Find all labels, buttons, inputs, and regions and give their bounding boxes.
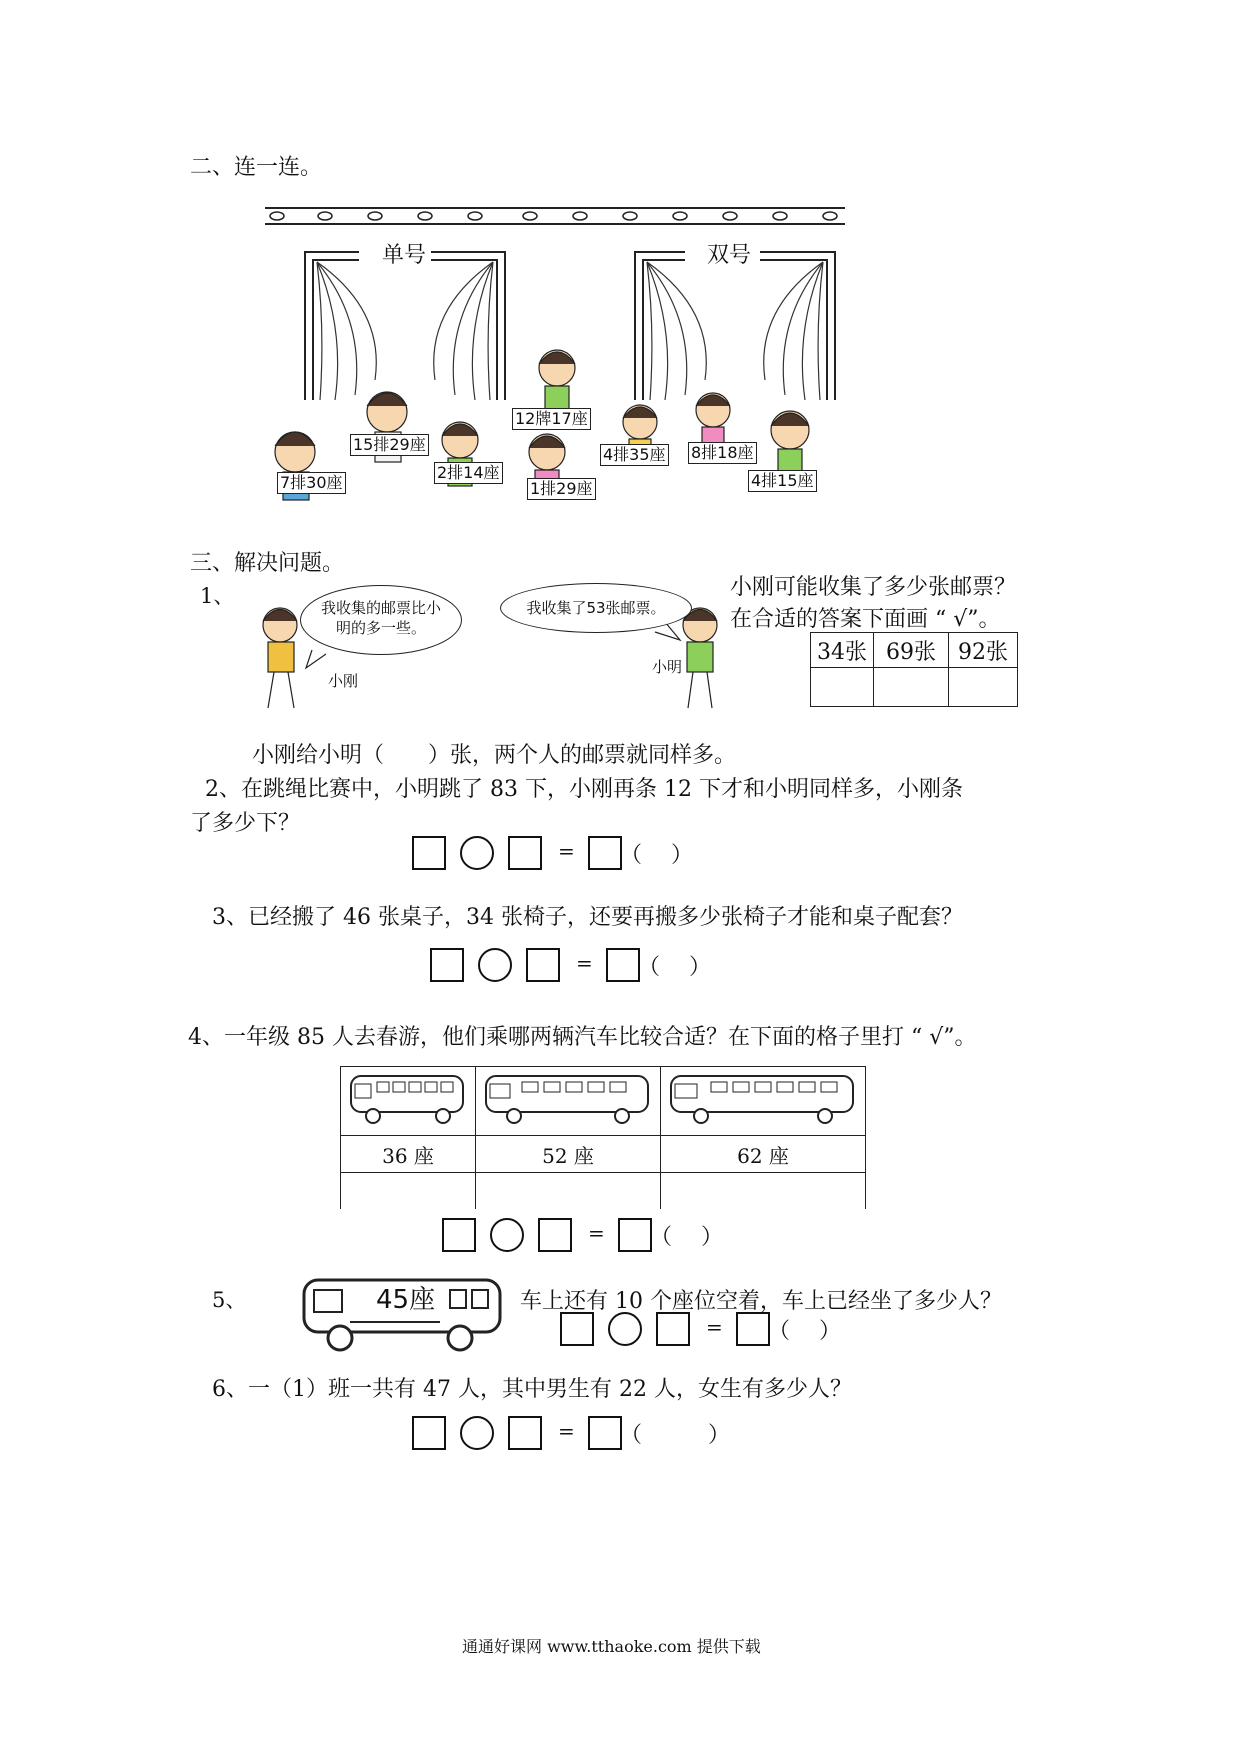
operator-circle[interactable] <box>478 948 512 982</box>
answer-box[interactable] <box>618 1218 652 1252</box>
ticket-label: 1排29座 <box>527 478 596 500</box>
unit-parenthesis: （ ） <box>620 843 693 868</box>
bus-icon <box>482 1070 654 1126</box>
unit-parenthesis: （ ） <box>638 955 711 980</box>
answer-box[interactable] <box>560 1312 594 1346</box>
ticket-label: 12牌17座 <box>512 408 591 430</box>
q1-answer-table <box>810 632 1018 707</box>
bus-seat-label: 52 座 <box>476 1136 661 1173</box>
bus-icon <box>347 1070 469 1126</box>
unit-parenthesis: （ ） <box>650 1225 723 1250</box>
ticket-label: 4排15座 <box>748 470 817 492</box>
operator-circle[interactable] <box>608 1312 642 1346</box>
equals-sign: = <box>706 1315 723 1339</box>
operator-circle[interactable] <box>490 1218 524 1252</box>
page-footer: 通通好课网 www.tthaoke.com 提供下载 <box>462 1637 761 1656</box>
answer-box[interactable] <box>538 1218 572 1252</box>
answer-box[interactable] <box>736 1312 770 1346</box>
bubble-text: 我收集的邮票比小明的多一些。 <box>320 599 441 637</box>
ticket-label: 8排18座 <box>688 442 757 464</box>
q1-followup: 小刚给小明（ ）张，两个人的邮票就同样多。 <box>252 743 737 768</box>
unit-parenthesis: （ ） <box>620 1423 731 1448</box>
answer-cell[interactable] <box>811 668 874 707</box>
option-cell: 92张 <box>949 633 1018 668</box>
q2-line1: 2、在跳绳比赛中，小明跳了 83 下，小刚再条 12 下才和小明同样多，小刚条 <box>205 777 963 802</box>
q6-equation <box>412 1416 752 1454</box>
equals-sign: = <box>576 951 593 975</box>
q1-question-line1: 小刚可能收集了多少张邮票？ <box>730 575 1017 600</box>
q1-number: 1、 <box>200 584 235 608</box>
q4-equation <box>442 1218 722 1256</box>
q2-equation <box>412 836 692 874</box>
bus-seat-label: 62 座 <box>661 1136 866 1173</box>
ticket-label: 2排14座 <box>434 462 503 484</box>
answer-cell[interactable] <box>949 668 1018 707</box>
odd-door-label: 单号 <box>378 238 430 269</box>
bus-capacity-label: 45座 <box>376 1285 436 1315</box>
answer-box[interactable] <box>442 1218 476 1252</box>
xiaoming-name: 小明 <box>652 658 683 676</box>
bus-icon <box>667 1070 859 1126</box>
option-cell: 69张 <box>874 633 949 668</box>
bus-image-cell <box>476 1067 661 1136</box>
equals-sign: = <box>558 1419 575 1443</box>
bus-options-table <box>340 1066 866 1209</box>
answer-box[interactable] <box>508 836 542 870</box>
q3-text: 3、已经搬了 46 张桌子，34 张椅子，还要再搬多少张椅子才能和桌子配套？ <box>212 905 963 930</box>
q1-question-line2: 在合适的答案下面画 “ √”。 <box>730 607 1001 632</box>
q5-number: 5、 <box>212 1288 247 1312</box>
bus-seat-label: 36 座 <box>341 1136 476 1173</box>
ticket-label: 7排30座 <box>277 472 346 494</box>
q3-equation <box>430 948 710 986</box>
bus-image-cell <box>341 1067 476 1136</box>
unit-parenthesis: （ ） <box>768 1319 841 1344</box>
option-cell: 34张 <box>811 633 874 668</box>
answer-box[interactable] <box>606 948 640 982</box>
answer-box[interactable] <box>656 1312 690 1346</box>
q5-text: 车上还有 10 个座位空着，车上已经坐了多少人？ <box>520 1289 1002 1314</box>
q5-equation <box>560 1312 840 1350</box>
xiaoming-speech-bubble <box>500 583 692 633</box>
answer-box[interactable] <box>526 948 560 982</box>
check-cell[interactable] <box>476 1173 661 1210</box>
operator-circle[interactable] <box>460 1416 494 1450</box>
answer-box[interactable] <box>430 948 464 982</box>
xiaogang-name: 小刚 <box>328 672 359 690</box>
bubble-text: 我收集了53张邮票。 <box>526 599 666 617</box>
q2-line2: 了多少下？ <box>190 811 301 836</box>
even-door-label: 双号 <box>703 238 755 269</box>
check-cell[interactable] <box>661 1173 866 1210</box>
answer-box[interactable] <box>412 1416 446 1450</box>
operator-circle[interactable] <box>460 836 494 870</box>
answer-box[interactable] <box>588 836 622 870</box>
equals-sign: = <box>558 839 575 863</box>
ticket-label: 4排35座 <box>600 444 669 466</box>
answer-box[interactable] <box>412 836 446 870</box>
section2-heading: 二、连一连。 <box>190 155 323 180</box>
section3-heading: 三、解决问题。 <box>190 551 345 576</box>
equals-sign: = <box>588 1221 605 1245</box>
answer-box[interactable] <box>588 1416 622 1450</box>
answer-cell[interactable] <box>874 668 949 707</box>
check-cell[interactable] <box>341 1173 476 1210</box>
q6-text: 6、一（1）班一共有 47 人，其中男生有 22 人，女生有多少人？ <box>212 1377 852 1402</box>
answer-box[interactable] <box>508 1416 542 1450</box>
q4-text: 4、一年级 85 人去春游，他们乘哪两辆汽车比较合适？在下面的格子里打 “ √”。 <box>188 1025 977 1050</box>
ticket-label: 15排29座 <box>350 434 429 456</box>
bus-image-cell <box>661 1067 866 1136</box>
xiaogang-speech-bubble <box>300 585 462 655</box>
